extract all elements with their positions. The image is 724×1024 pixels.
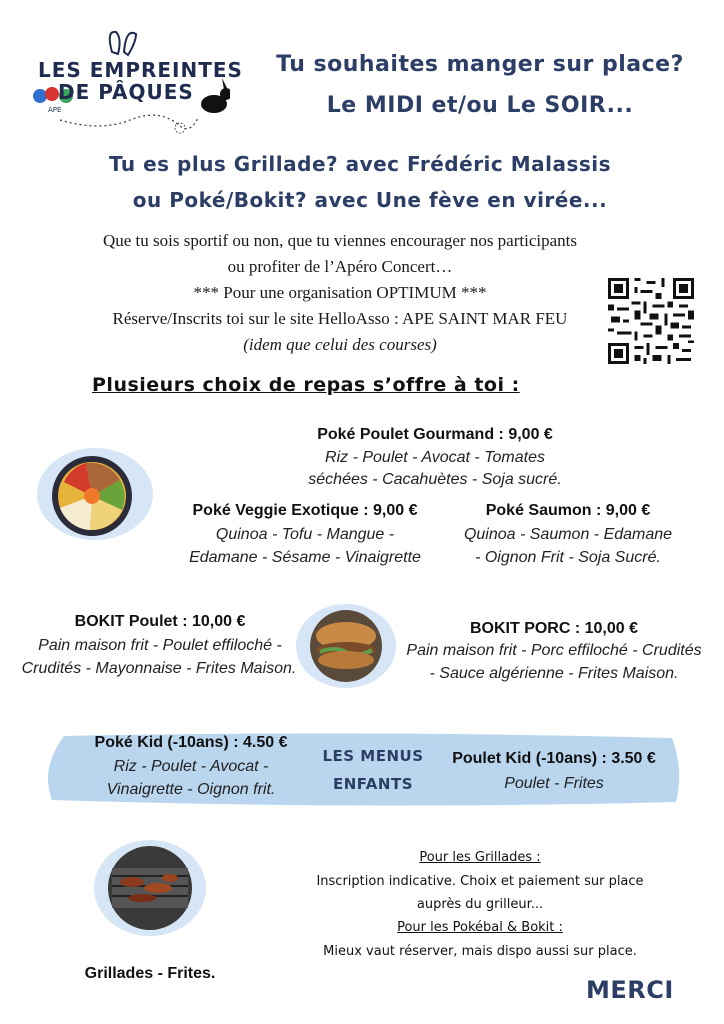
poke-saumon-title: Poké Saumon : 9,00 € (485, 502, 651, 519)
bokit-poulet-desc2: Crudités - Mayonnaise - Frites Maison. (21, 660, 297, 677)
bokit-porc-desc2: - Sauce algérienne - Frites Maison. (429, 665, 679, 682)
header-line3: Tu es plus Grillade? avec Frédéric Malassis (108, 152, 612, 176)
bokit-poulet-title: BOKIT Poulet : 10,00 € (74, 613, 246, 630)
intro-line1: Que tu sois sportif ou non, que tu viennes encourager nos participants (102, 231, 577, 250)
grillades-text2: auprès du grilleur... (416, 897, 544, 912)
bokit-porc-desc1: Pain maison frit - Porc effiloché - Crudités (406, 642, 702, 659)
intro-line4: Réserve/Inscrits toi sur le site HelloAsso : APE SAINT MAR FEU (112, 309, 568, 328)
poke-kid-desc2: Vinaigrette - Oignon frit. (106, 781, 276, 798)
poulet-kid-title: Poulet Kid (-10ans) : 3.50 € (452, 750, 656, 767)
poke-bowl-image (34, 444, 156, 544)
poke-kid-title: Poké Kid (-10ans) : 4.50 € (94, 734, 288, 751)
intro-line5: (idem que celui des courses) (243, 335, 437, 354)
grillades-heading: Pour les Grillades : (419, 850, 541, 865)
poke-veggie-desc2: Edamane - Sésame - Vinaigrette (189, 549, 421, 566)
poke-veggie-title: Poké Veggie Exotique : 9,00 € (192, 502, 418, 519)
logo-ape: APE (48, 106, 62, 114)
header-line1: Tu souhaites manger sur place? (276, 52, 684, 77)
intro-line2: ou profiter de l’Apéro Concert… (227, 257, 453, 276)
grillades-text1: Inscription indicative. Choix et paiement sur place (316, 874, 644, 889)
kids-menu-label2: ENFANTS (332, 775, 414, 793)
grillades-caption: Grillades - Frites. (84, 965, 216, 982)
kids-menu-label1: LES MENUS (322, 747, 424, 765)
header-line4: ou Poké/Bokit? avec Une fève en virée... (132, 188, 608, 212)
poke-poulet-desc1: Riz - Poulet - Avocat - Tomates (325, 449, 545, 466)
merci-text: MERCI (586, 976, 674, 1004)
bokit-porc-title: BOKIT PORC : 10,00 € (469, 620, 639, 637)
logo-line1: LES EMPREINTES (38, 58, 243, 82)
header-line2: Le MIDI et/ou Le SOIR... (326, 93, 634, 118)
choices-title: Plusieurs choix de repas s’offre à toi : (92, 374, 520, 396)
pokebal-heading: Pour les Pokébal & Bokit : (397, 920, 563, 935)
poke-poulet-desc2: séchées - Cacahuètes - Soja sucré. (308, 471, 562, 488)
poke-veggie-desc1: Quinoa - Tofu - Mangue - (215, 526, 395, 543)
poke-saumon-desc2: - Oignon Frit - Soja Sucré. (475, 549, 661, 566)
pokebal-text: Mieux vaut réserver, mais dispo aussi sur place. (323, 944, 637, 959)
qr-code-icon[interactable] (608, 278, 694, 364)
logo-line2: DE PÂQUES (58, 80, 194, 104)
poke-poulet-title: Poké Poulet Gourmand : 9,00 € (317, 426, 553, 443)
poke-saumon-desc1: Quinoa - Saumon - Edamane (463, 526, 673, 543)
bokit-poulet-desc1: Pain maison frit - Poulet effiloché - (38, 637, 282, 654)
grillades-image (92, 838, 208, 938)
intro-line3: *** Pour une organisation OPTIMUM *** (193, 283, 487, 302)
poulet-kid-desc1: Poulet - Frites (504, 775, 604, 792)
poke-kid-desc1: Riz - Poulet - Avocat - (113, 758, 269, 775)
